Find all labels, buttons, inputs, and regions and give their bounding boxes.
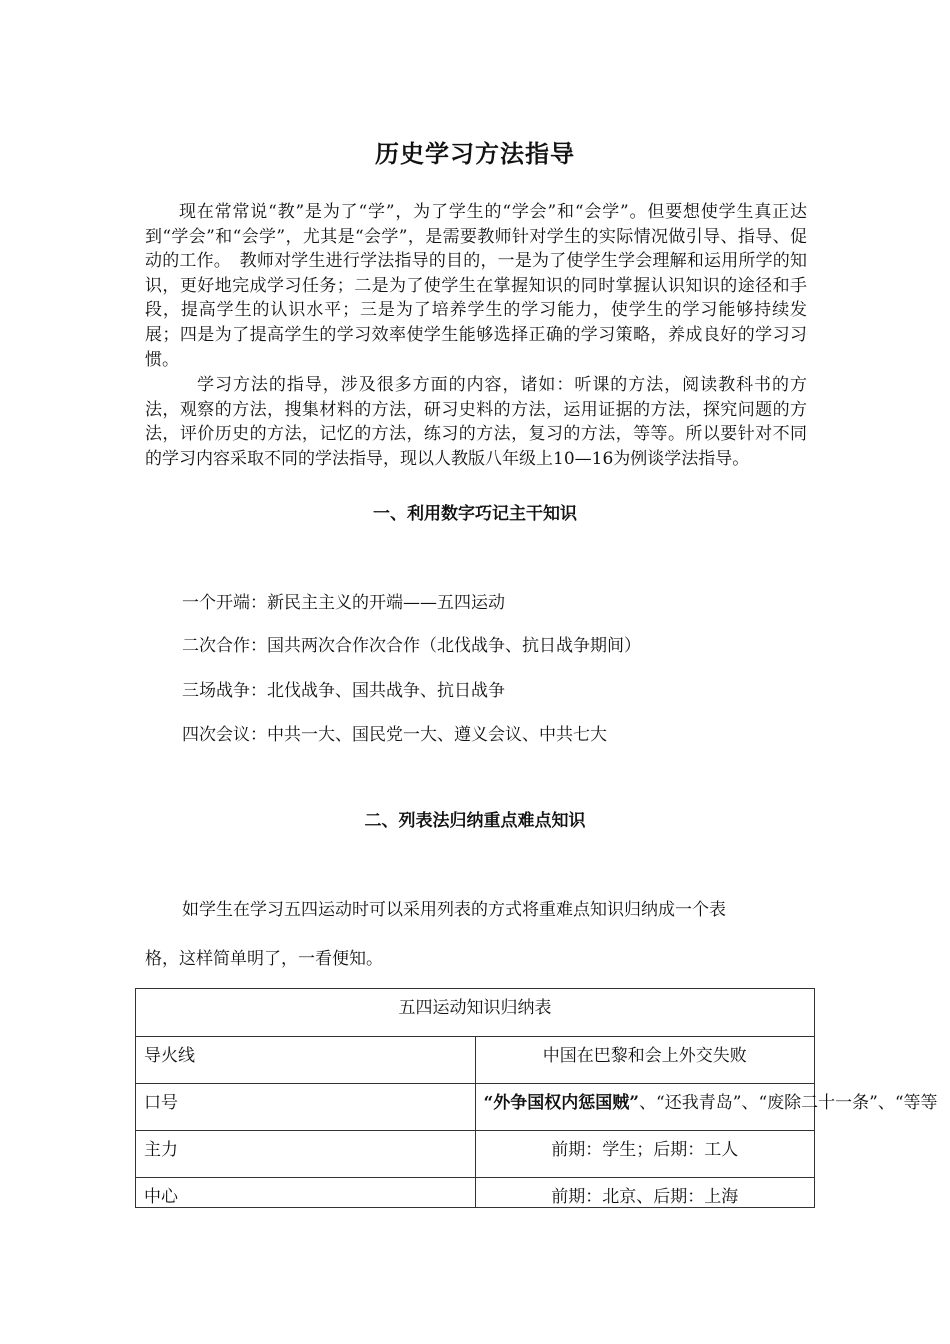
table-row (136, 1084, 815, 1131)
section-1-heading: 一、利用数字巧记主干知识 (373, 504, 577, 524)
table-row-value: 前期：北京、后期：上海 (475, 1178, 815, 1208)
slogan-rest: 、“还我青岛”、“废除二十一条”、“等等 (639, 1093, 938, 1113)
document-title: 历史学习方法指导 (375, 139, 575, 168)
list-item: 一个开端：新民主主义的开端——五四运动 (182, 593, 505, 613)
section-2-heading: 二、列表法归纳重点难点知识 (364, 811, 586, 831)
table-row (136, 1037, 815, 1084)
methods-paragraph: 学习方法的指导，涉及很多方面的内容，诸如：听课的方法，阅读教科书的方法，观察的方法，搜集材料的方法，研习史料的方法，运用证据的方法，探究问题的方法，评价历史的方法，记忆的方法，练习的方法，复习的方法，等等。所以要针对不同的学习内容采取不同的学法指导，现以人教版八年级上10—16为例谈学法指导。 (145, 375, 807, 469)
table-row (136, 1131, 815, 1178)
summary-table (135, 988, 938, 1208)
list-item: 三场战争：北伐战争、国共战争、抗日战争 (182, 681, 505, 701)
table-row-label: 口号 (136, 1084, 476, 1131)
table-caption-row (136, 989, 815, 1037)
table-row-value (475, 1084, 938, 1131)
table-row-value: 前期：学生；后期：工人 (475, 1131, 815, 1178)
table-row (136, 1178, 815, 1208)
table-row-label: 中心 (136, 1178, 476, 1208)
table-intro-line-1: 如学生在学习五四运动时可以采用列表的方式将重难点知识归纳成一个表 (182, 900, 726, 920)
table-row-label: 导火线 (136, 1037, 476, 1084)
table-row-value: 中国在巴黎和会上外交失败 (475, 1037, 815, 1084)
slogan-emphasis: “外争国权内惩国贼” (483, 1093, 640, 1113)
list-item: 四次会议：中共一大、国民党一大、遵义会议、中共七大 (182, 725, 607, 745)
list-item: 二次合作：国共两次合作次合作（北伐战争、抗日战争期间） (182, 636, 641, 656)
table-intro-line-2: 格，这样简单明了，一看便知。 (145, 949, 383, 969)
table-caption: 五四运动知识归纳表 (136, 989, 815, 1037)
table-row-label: 主力 (136, 1131, 476, 1178)
intro-paragraph: 现在常常说“教”是为了“学”，为了学生的“学会”和“会学”。但要想使学生真正达到“学会”和“会学”，尤其是“会学”，是需要教师针对学生的实际情况做引导、指导、促动的工作。 教师对学生进行学法指导的目的，一是为了使学生学会理解和运用所学的知识，更好地完成学习任务；二是为了使学生在掌握知识的同时掌握认识知识的途径和手段，提高学生的认识水平；三是为了培养学生的学习能力，使学生的学习能够持续发展；四是为了提高学生的学习效率使学生能够选择正确的学习策略，养成良好的学习习惯。 (145, 202, 807, 370)
